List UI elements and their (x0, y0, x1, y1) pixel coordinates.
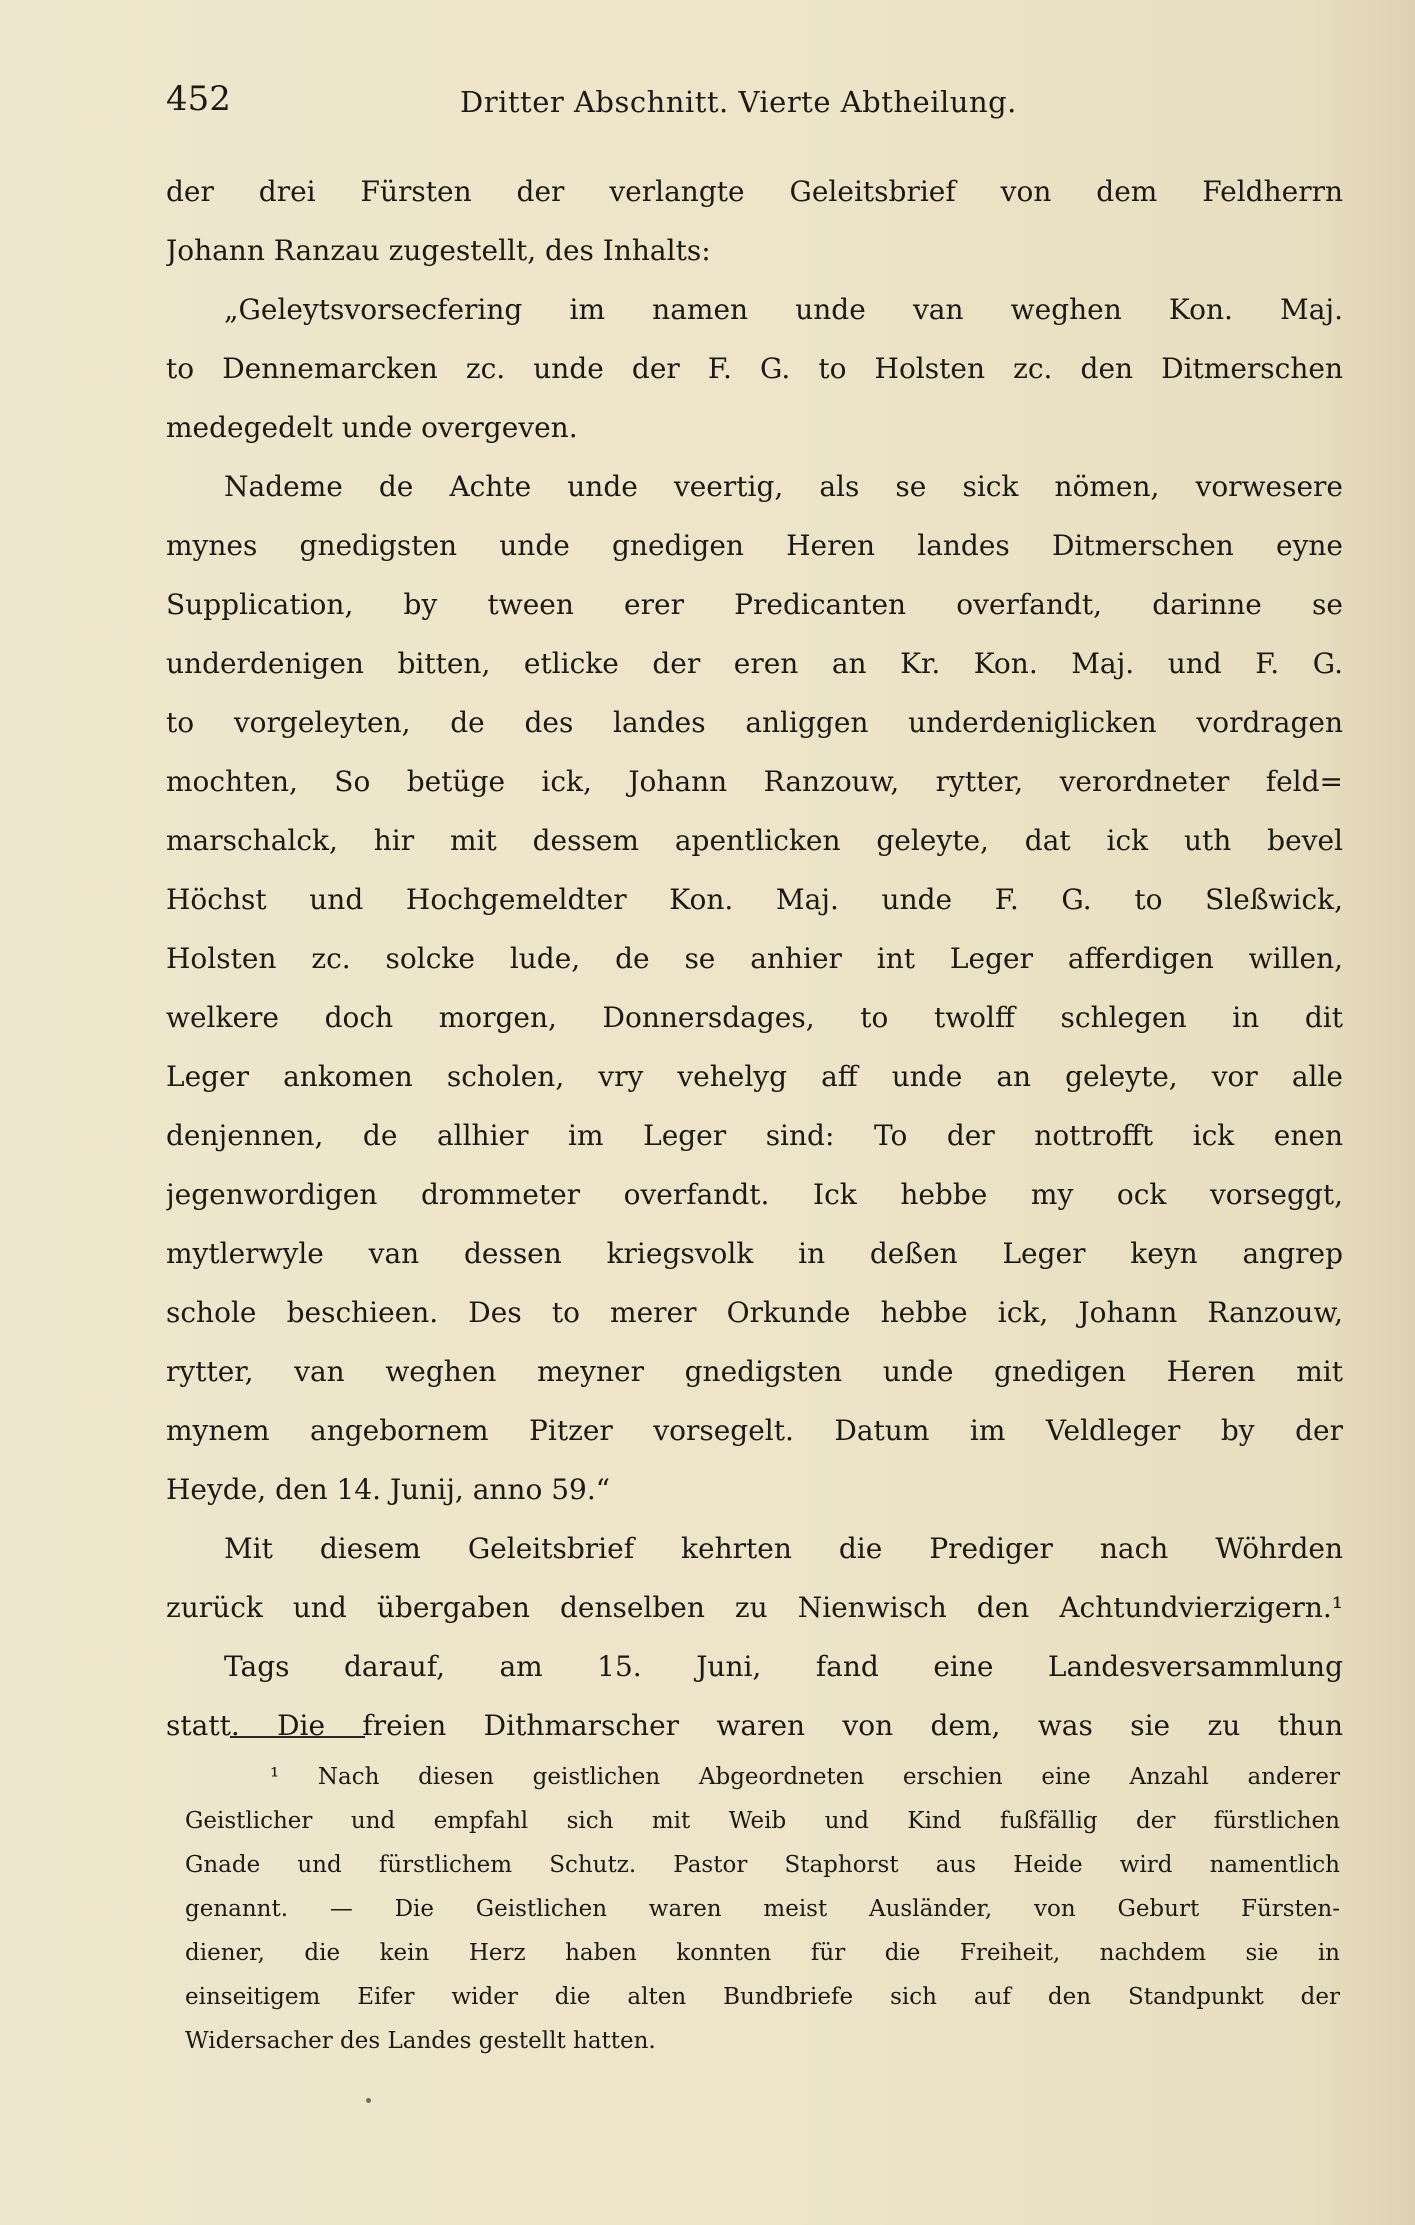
footnote-line: Geistlicher und empfahl sich mit Weib und Kind fußfällig der fürstlichen (185, 1808, 1340, 1834)
text-line: welkere doch morgen, Donnersdages, to twolff schlegen in dit (166, 1001, 1343, 1034)
text-line: Johann Ranzau zugestellt, des Inhalts: (166, 234, 711, 267)
footnote-line: ¹ Nach diesen geistlichen Abgeordneten erschien eine Anzahl anderer (270, 1764, 1340, 1790)
text-line: schole beschieen. Des to merer Orkunde hebbe ick, Johann Ranzouw, (166, 1296, 1343, 1329)
text-line: underdenigen bitten, etlicke der eren an Kr. Kon. Maj. und F. G. (166, 647, 1343, 680)
text-line: mynes gnedigsten unde gnedigen Heren landes Ditmerschen eyne (166, 529, 1343, 562)
running-title: Dritter Abschnitt. Vierte Abtheilung. (460, 85, 1017, 119)
text-line: Nademe de Achte unde veertig, als se sick nömen, vorwesere (224, 470, 1343, 503)
text-line: Höchst und Hochgemeldter Kon. Maj. unde F. G. to Sleßwick, (166, 883, 1343, 916)
text-line: Mit diesem Geleitsbrief kehrten die Prediger nach Wöhrden (224, 1532, 1343, 1565)
body-text (166, 162, 1343, 1755)
text-line: Heyde, den 14. Junij, anno 59.“ (166, 1473, 611, 1506)
text-line: Tags darauf, am 15. Juni, fand eine Landesversammlung (224, 1650, 1343, 1683)
footnote-line: Gnade und fürstlichem Schutz. Pastor Staphorst aus Heide wird namentlich (185, 1852, 1340, 1878)
footnote-line: diener, die kein Herz haben konnten für die Freiheit, nachdem sie in (185, 1940, 1340, 1966)
text-line: zurück und übergaben denselben zu Nienwisch den Achtundvierzigern.¹ (166, 1591, 1343, 1624)
text-line: mynem angebornem Pitzer vorsegelt. Datum im Veldleger by der (166, 1414, 1343, 1447)
text-line: denjennen, de allhier im Leger sind: To der nottrofft ick enen (166, 1119, 1343, 1152)
text-line: mochten, So betüge ick, Johann Ranzouw, rytter, verordneter feld= (166, 765, 1343, 798)
text-line: „Geleytsvorsecfering im namen unde van weghen Kon. Maj. (224, 293, 1343, 326)
text-line: statt. Die freien Dithmarscher waren von dem, was sie zu thun (166, 1709, 1343, 1742)
text-line: jegenwordigen drommeter overfandt. Ick hebbe my ock vorseggt, (166, 1178, 1343, 1211)
footnote-line: einseitigem Eifer wider die alten Bundbriefe sich auf den Standpunkt der (185, 1984, 1340, 2010)
paper-speck (366, 2098, 371, 2103)
text-line: to Dennemarcken zc. unde der F. G. to Holsten zc. den Ditmerschen (166, 352, 1343, 385)
text-line: mytlerwyle van dessen kriegsvolk in deßen Leger keyn angrep (166, 1237, 1343, 1270)
text-line: der drei Fürsten der verlangte Geleitsbrief von dem Feldherrn (166, 175, 1343, 208)
footnote-divider (230, 1736, 365, 1738)
text-line: marschalck, hir mit dessem apentlicken geleyte, dat ick uth bevel (166, 824, 1343, 857)
footnote (185, 1755, 1340, 2063)
text-line: to vorgeleyten, de des landes anliggen underdeniglicken vordragen (166, 706, 1343, 739)
page-number: 452 (166, 79, 231, 119)
text-line: Holsten zc. solcke lude, de se anhier int Leger afferdigen willen, (166, 942, 1343, 975)
text-line: medegedelt unde overgeven. (166, 411, 578, 444)
footnote-line: genannt. — Die Geistlichen waren meist Ausländer, von Geburt Fürsten- (185, 1896, 1340, 1922)
footnote-line: Widersacher des Landes gestellt hatten. (185, 2028, 656, 2054)
page-header (160, 78, 1270, 128)
text-line: Leger ankomen scholen, vry vehelyg aff unde an geleyte, vor alle (166, 1060, 1343, 1093)
text-line: Supplication, by tween erer Predicanten overfandt, darinne se (166, 588, 1343, 621)
text-line: rytter, van weghen meyner gnedigsten unde gnedigen Heren mit (166, 1355, 1343, 1388)
